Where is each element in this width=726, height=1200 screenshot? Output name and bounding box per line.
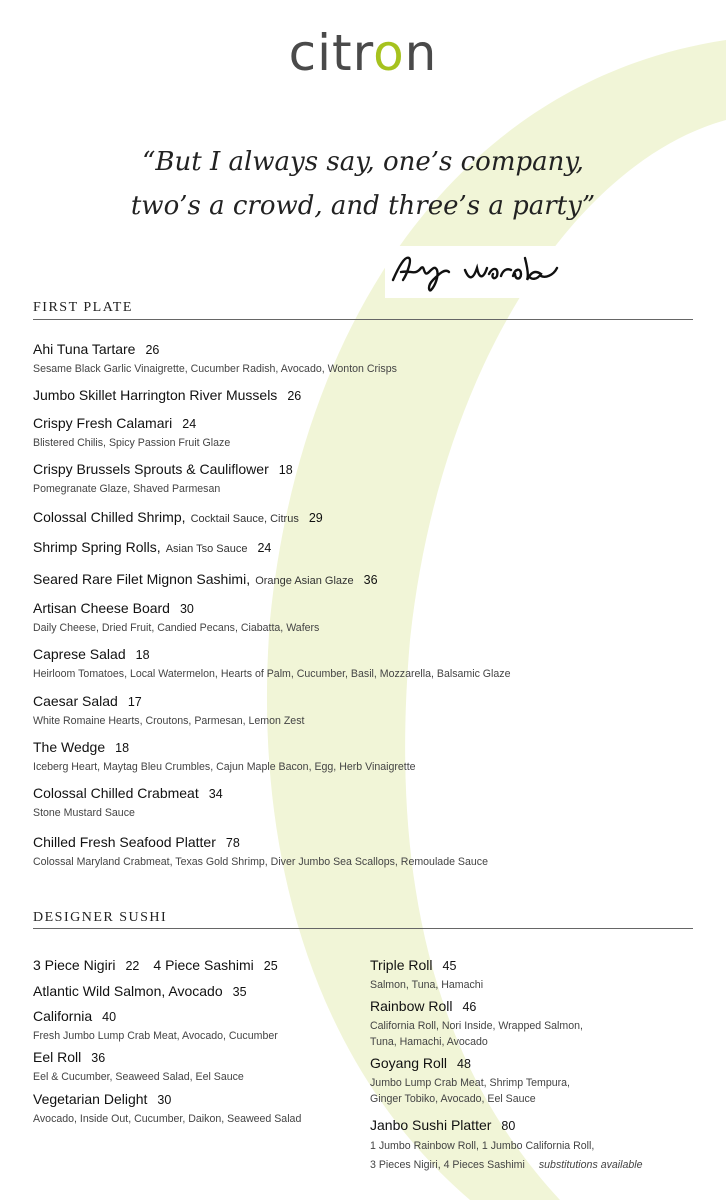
menu-item <box>33 955 278 974</box>
menu-item <box>33 1089 301 1127</box>
item-description: Daily Cheese, Dried Fruit, Candied Pecans, Ciabatta, Wafers <box>33 622 320 634</box>
menu-item <box>33 981 247 1000</box>
item-price: 78 <box>225 836 240 850</box>
item-price: 29 <box>308 511 323 525</box>
item-name: Crispy Fresh Calamari <box>33 415 173 431</box>
item-price: 48 <box>457 1057 471 1071</box>
item-description: Stone Mustard Sauce <box>33 807 135 819</box>
item-name: 4 Piece Sashimi <box>153 957 254 973</box>
item-description-line: Ginger Tobiko, Avocado, Eel Sauce <box>370 1093 536 1105</box>
logo-text-part1: citr <box>288 24 374 82</box>
menu-item <box>33 691 304 729</box>
item-price: 18 <box>135 648 150 662</box>
item-price: 24 <box>182 417 197 431</box>
item-description-text: 3 Pieces Nigiri, 4 Pieces Sashimi <box>370 1159 525 1171</box>
item-description-line: 1 Jumbo Rainbow Roll, 1 Jumbo California Roll, <box>370 1140 595 1152</box>
menu-item <box>33 339 397 377</box>
item-description: Blistered Chilis, Spicy Passion Fruit Glaze <box>33 437 231 449</box>
item-description: Avocado, Inside Out, Cucumber, Daikon, Seaweed Salad <box>33 1113 302 1125</box>
menu-item <box>33 783 223 821</box>
item-price: 25 <box>263 959 278 973</box>
section-title-first-plate: FIRST PLATE <box>33 300 133 315</box>
item-description-line: Jumbo Lump Crab Meat, Shrimp Tempura, <box>370 1077 570 1089</box>
menu-item <box>33 507 323 526</box>
item-name: Jumbo Skillet Harrington River Mussels <box>33 387 278 403</box>
item-name: Colossal Chilled Shrimp, <box>33 509 186 525</box>
item-price: 40 <box>102 1010 117 1024</box>
item-name: Atlantic Wild Salmon, Avocado <box>33 983 223 999</box>
quote-line-2: two’s a crowd, and three’s a party” <box>130 191 596 221</box>
menu-item <box>33 1006 278 1044</box>
substitutions-note: substitutions available <box>538 1159 643 1171</box>
logo-accent-o: o <box>373 24 405 82</box>
item-name: Chilled Fresh Seafood Platter <box>33 834 216 850</box>
quote-line-1: “But I always say, one’s company, <box>142 147 584 177</box>
item-description: Colossal Maryland Crabmeat, Texas Gold Shrimp, Diver Jumbo Sea Scallops, Remoulade Sauce <box>33 856 488 868</box>
item-price: 26 <box>287 389 302 403</box>
item-description-line: California Roll, Nori Inside, Wrapped Salmon, <box>370 1020 583 1032</box>
item-price: 24 <box>257 541 272 555</box>
menu-item <box>370 996 583 1050</box>
item-name: Triple Roll <box>370 957 433 973</box>
item-name: 3 Piece Nigiri <box>33 957 116 973</box>
item-description: Sesame Black Garlic Vinaigrette, Cucumber Radish, Avocado, Wonton Crisps <box>33 363 397 375</box>
item-price: 17 <box>127 695 142 709</box>
item-price: 22 <box>125 959 140 973</box>
menu-item <box>33 537 271 556</box>
item-name: Colossal Chilled Crabmeat <box>33 785 199 801</box>
item-inline-description: Asian Tso Sauce <box>165 543 248 555</box>
item-name: Seared Rare Filet Mignon Sashimi, <box>33 571 251 587</box>
section-title-designer-sushi: DESIGNER SUSHI <box>33 910 168 925</box>
item-description <box>370 1137 643 1175</box>
item-price: 45 <box>442 959 457 973</box>
item-name: Vegetarian Delight <box>33 1091 148 1107</box>
item-description <box>370 1075 570 1107</box>
item-name: Shrimp Spring Rolls, <box>33 539 161 555</box>
item-description: Heirloom Tomatoes, Local Watermelon, Hearts of Palm, Cucumber, Basil, Mozzarella, Balsamic Glaze <box>33 668 511 680</box>
item-price: 35 <box>232 985 247 999</box>
item-description: Iceberg Heart, Maytag Bleu Crumbles, Cajun Maple Bacon, Egg, Herb Vinaigrette <box>33 761 416 773</box>
item-price: 80 <box>501 1119 516 1133</box>
signature-scribble <box>385 246 569 298</box>
signature-image <box>385 246 569 298</box>
item-description-line: Tuna, Hamachi, Avocado <box>370 1036 488 1048</box>
menu-item <box>33 644 510 682</box>
menu-item <box>33 413 230 451</box>
menu-item <box>370 1053 570 1107</box>
warhol-quote <box>0 140 726 228</box>
item-name: Eel Roll <box>33 1049 82 1065</box>
item-name: Artisan Cheese Board <box>33 600 170 616</box>
item-description: Eel & Cucumber, Seaweed Salad, Eel Sauce <box>33 1071 244 1083</box>
item-name: Crispy Brussels Sprouts & Cauliflower <box>33 461 269 477</box>
item-price: 30 <box>179 602 194 616</box>
item-description: Fresh Jumbo Lump Crab Meat, Avocado, Cucumber <box>33 1030 278 1042</box>
item-name: California <box>33 1008 93 1024</box>
menu-item <box>370 1115 643 1175</box>
item-name: Goyang Roll <box>370 1055 448 1071</box>
menu-item <box>33 569 378 588</box>
section-divider <box>33 928 693 929</box>
item-price: 18 <box>278 463 293 477</box>
item-description: White Romaine Hearts, Croutons, Parmesan, Lemon Zest <box>33 715 305 727</box>
logo-text-part2: n <box>404 24 438 82</box>
section-divider <box>33 319 693 320</box>
item-price: 36 <box>363 573 378 587</box>
item-name: Caprese Salad <box>33 646 126 662</box>
item-price: 18 <box>115 741 130 755</box>
item-price: 34 <box>208 787 223 801</box>
item-name: Rainbow Roll <box>370 998 453 1014</box>
item-price: 36 <box>91 1051 106 1065</box>
menu-item <box>33 832 488 870</box>
item-price: 26 <box>145 343 160 357</box>
item-name: Janbo Sushi Platter <box>370 1117 492 1133</box>
menu-item <box>33 459 293 497</box>
item-price: 46 <box>462 1000 477 1014</box>
item-description-line <box>370 1156 643 1175</box>
item-name: Caesar Salad <box>33 693 118 709</box>
citron-logo <box>0 24 726 82</box>
item-inline-description: Orange Asian Glaze <box>255 575 354 587</box>
menu-item <box>33 385 301 404</box>
menu-item <box>33 737 416 775</box>
item-description: Salmon, Tuna, Hamachi <box>370 979 484 991</box>
item-description <box>370 1018 583 1050</box>
item-price: 30 <box>157 1093 172 1107</box>
item-description: Pomegranate Glaze, Shaved Parmesan <box>33 483 221 495</box>
item-inline-description: Cocktail Sauce, Citrus <box>190 513 299 525</box>
item-name: The Wedge <box>33 739 106 755</box>
menu-item <box>33 1047 244 1085</box>
item-name: Ahi Tuna Tartare <box>33 341 136 357</box>
menu-item <box>370 955 483 993</box>
menu-item <box>33 598 319 636</box>
